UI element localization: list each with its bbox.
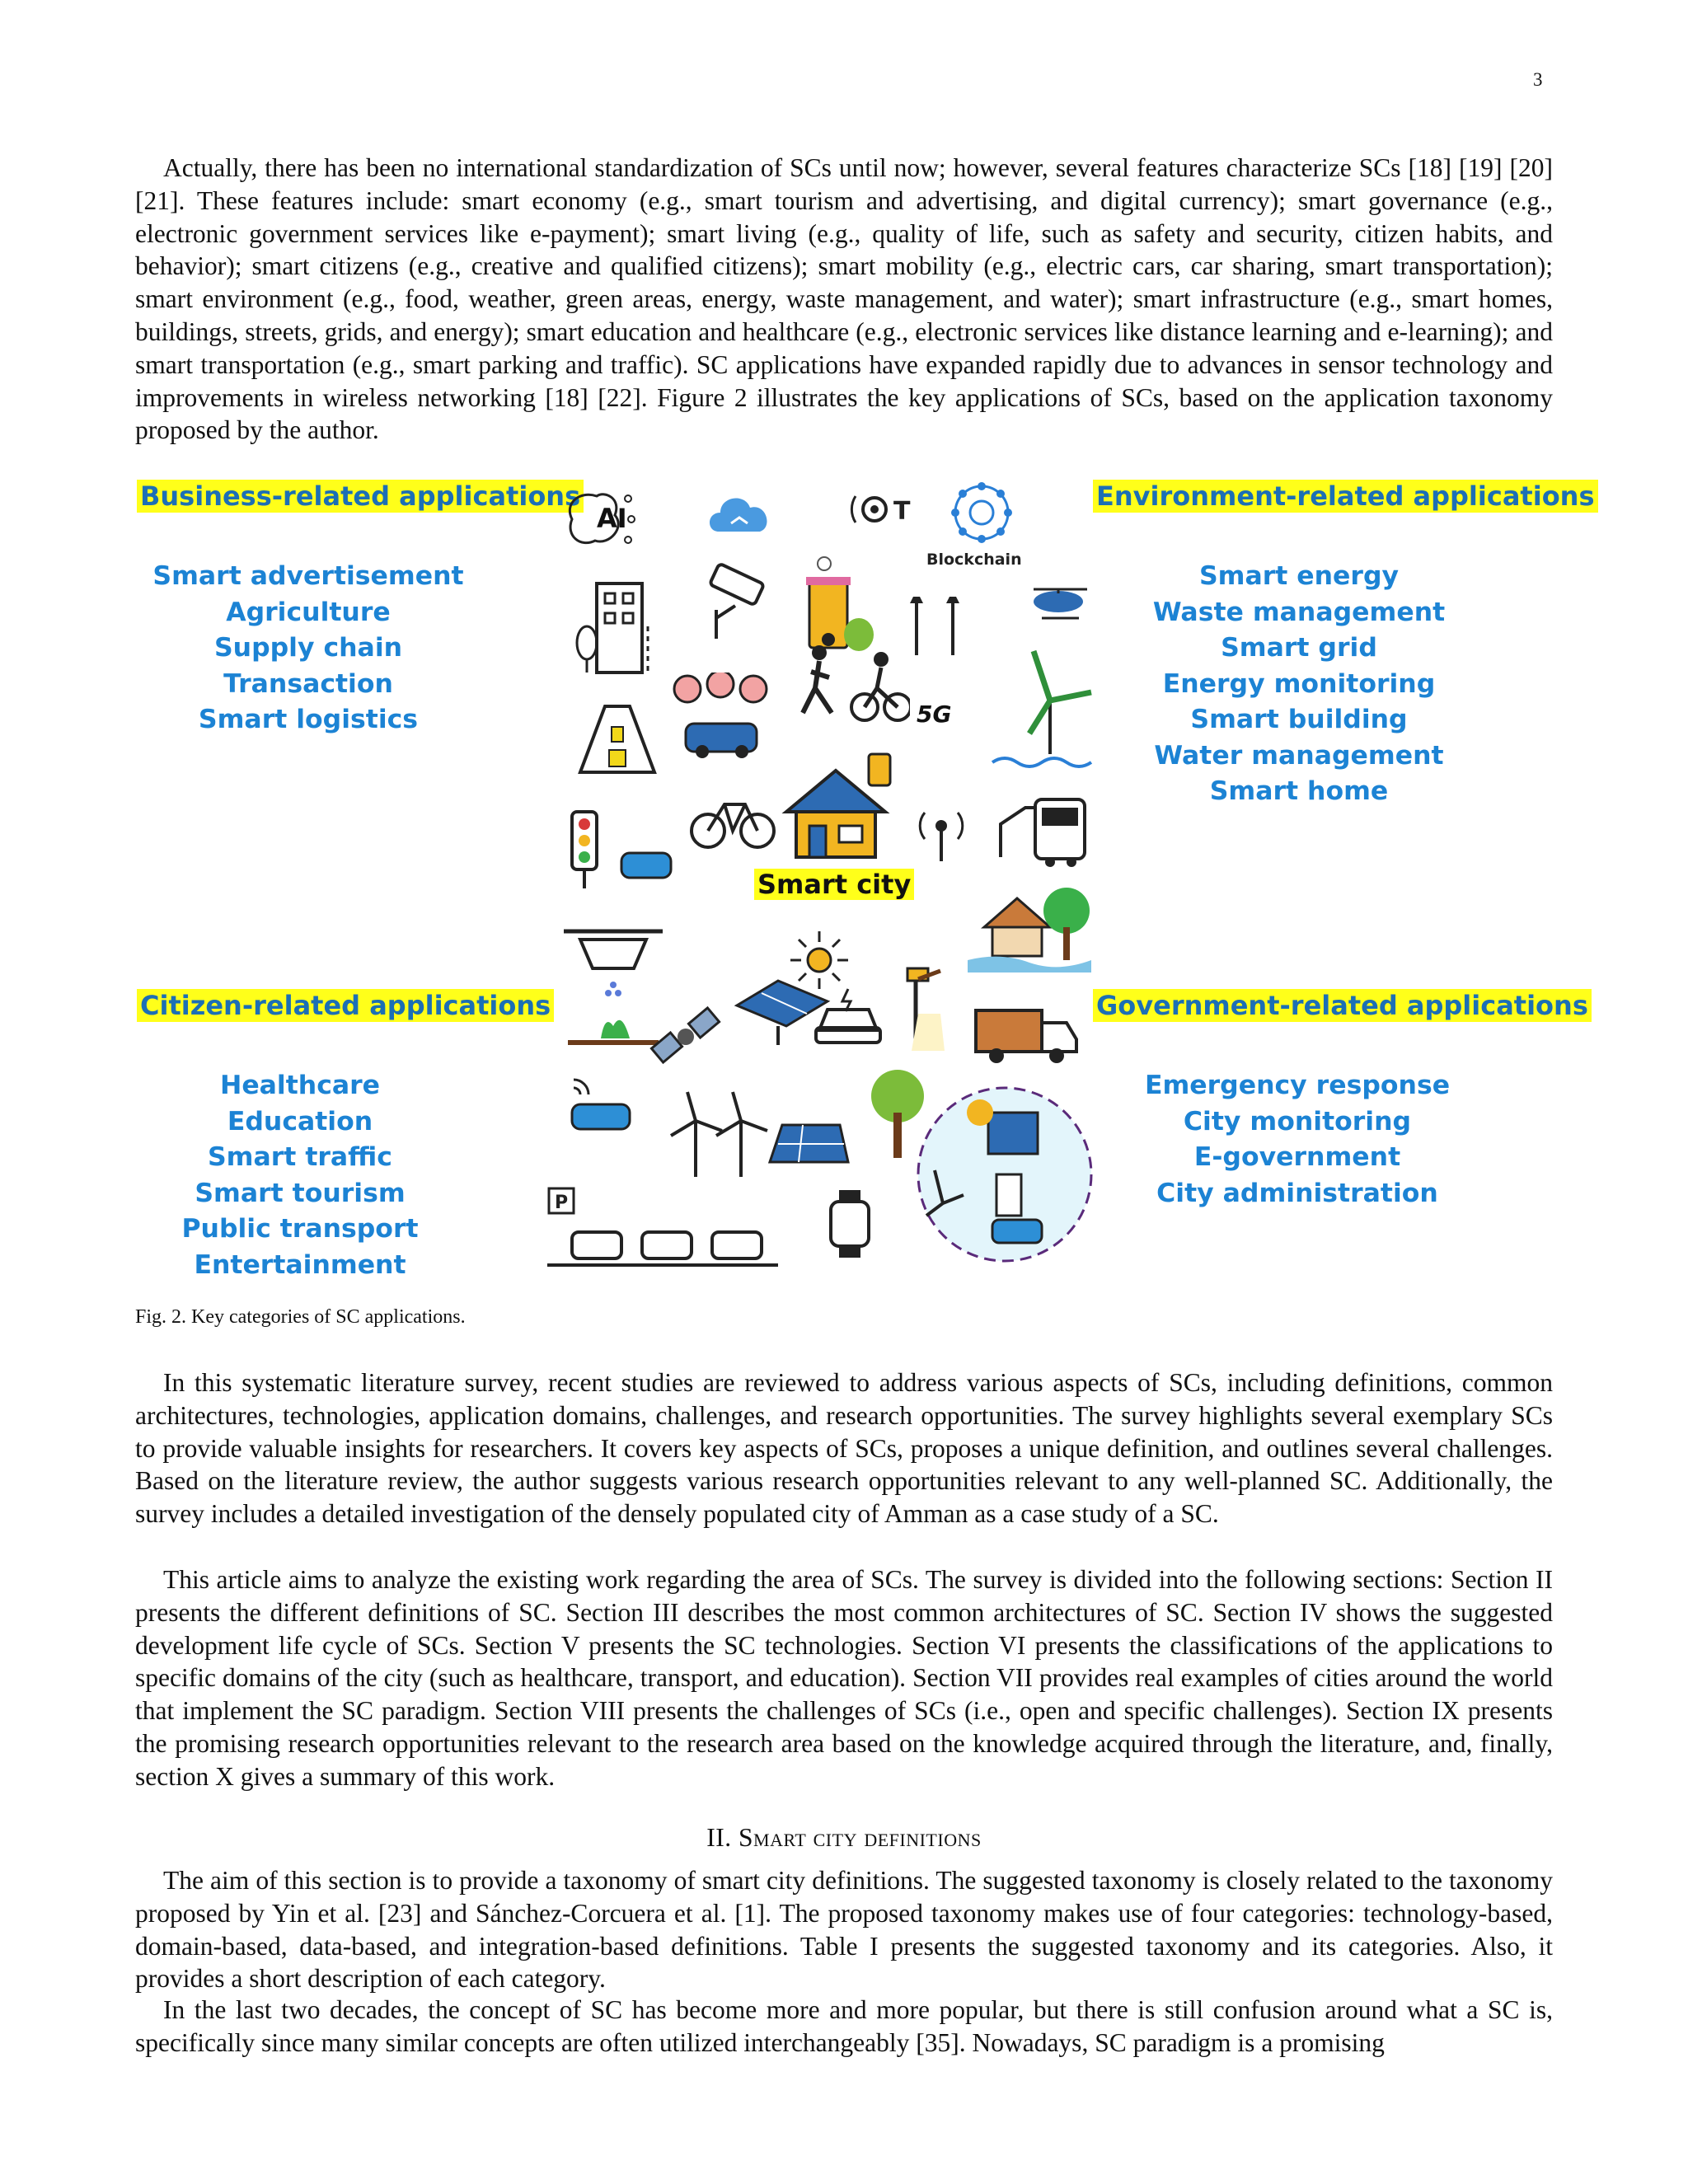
- waste-bin-icon: [799, 549, 882, 656]
- pedestrian-cyclist-icon: [795, 643, 910, 725]
- bicycle-icon: [687, 780, 778, 854]
- car-sharing-icon: [663, 673, 778, 763]
- svg-text:P: P: [555, 1193, 569, 1213]
- lamp-icon: [895, 956, 953, 1055]
- section-title: Smart city definitions: [738, 1823, 982, 1852]
- list-item: Emergency response: [1144, 1071, 1451, 1100]
- list-item: Education: [227, 1106, 373, 1137]
- cloud-icon: [702, 486, 776, 544]
- fiveg-label: 5G: [917, 701, 952, 728]
- smartwatch-icon: [821, 1187, 879, 1261]
- list-item: Public transport: [181, 1214, 419, 1244]
- list-item: Healthcare: [219, 1071, 381, 1100]
- list-item: Smart logistics: [198, 705, 419, 734]
- smart-city-label: Smart city: [754, 869, 914, 900]
- government-list: [1141, 1068, 1454, 1212]
- blockchain-label: Blockchain: [926, 551, 1022, 569]
- list-item: Smart grid: [1221, 633, 1377, 663]
- list-item: Smart tourism: [195, 1178, 406, 1208]
- satellite-icon: [646, 1005, 729, 1088]
- cctv-camera-icon: [696, 560, 778, 643]
- environment-title: Environment-related applications: [1093, 480, 1598, 513]
- list-item: Agriculture: [226, 597, 391, 627]
- list-item: Waste management: [1152, 597, 1446, 627]
- citizen-list: [135, 1068, 465, 1283]
- list-item: Entertainment: [194, 1249, 406, 1280]
- list-item: Smart energy: [1198, 561, 1400, 591]
- environment-list: [1151, 559, 1447, 810]
- list-item: Smart home: [1209, 776, 1389, 806]
- parking-icon: [547, 1187, 778, 1269]
- government-title: Government-related applications: [1093, 989, 1592, 1022]
- smart-home-icon: [778, 750, 902, 865]
- car-wifi-icon: [564, 1071, 654, 1137]
- street-light-icon: [902, 577, 976, 659]
- figure-caption: Fig. 2. Key categories of SC applications.: [135, 1306, 466, 1328]
- list-item: Energy monitoring: [1162, 668, 1436, 699]
- citizen-title: Citizen-related applications: [137, 989, 554, 1022]
- section-heading: [0, 1823, 1688, 1853]
- list-item: Smart building: [1190, 705, 1408, 734]
- antenna-icon: [908, 799, 974, 865]
- section-number: II.: [706, 1823, 732, 1852]
- page-number: 3: [1533, 69, 1543, 90]
- list-item: Smart advertisement: [152, 561, 464, 591]
- renewable-circle-icon: [910, 1080, 1100, 1269]
- paragraph-survey-overview: In this systematic literature survey, recent studies are reviewed to address various aspects of SCs, including definitions, common architectures, technologies, application domains, challenges, and research opportunities. The survey highlights several exemplary SCs to provide valuable insights for researchers. It covers key aspects of SCs, proposes a unique definition, and outlines several challenges. Based on the literature review, the author suggests various research opportunities relevant to any well-planned SC. Additionally, the survey includes a detailed investigation of the densely populated city of Amman as a case study of a SC.: [135, 1368, 1553, 1529]
- road-icon: [572, 694, 663, 776]
- paragraph-sc-concept: In the last two decades, the concept of SC has become more and more popular, but there is still confusion around what a SC is, specifically since many similar concepts are often utilized interchangeably [35]. Nowadays, SC paradigm is a promising: [135, 1995, 1553, 2057]
- list-item: Water management: [1154, 740, 1444, 771]
- bus-truck-icon: [992, 791, 1091, 874]
- list-item: City administration: [1156, 1178, 1438, 1208]
- list-item: City monitoring: [1183, 1106, 1412, 1137]
- list-item: Transaction: [223, 668, 393, 699]
- paragraph-article-structure: This article aims to analyze the existing work regarding the area of SCs. The survey is divided into the following sections: Section II presents the different definitions of SC. Section III describes the most common architectures of SC. Section IV shows the suggested development life cycle of SCs. Section V presents the SC technologies. Section VI presents the classifications of the applications to specific domains of the city (such as healthcare, transport, and education). Section VII provides real examples of cities around the world that implement the SC paradigm. Section VIII presents the challenges of SCs (i.e., open and specific challenges). Section IX presents the promising research opportunities relevant to the research area based on the knowledge acquired through the literature, and, finally, section X gives a summary of this work.: [135, 1565, 1553, 1791]
- electric-car-icon: [811, 985, 885, 1051]
- list-item: E-government: [1193, 1142, 1401, 1172]
- drone-helicopter-icon: [1017, 560, 1100, 643]
- paragraph-intro-features: Actually, there has been no international standardization of SCs until now; however, several features characterize SCs [18] [19] [20] [21]. These features include: smart economy (e.g., smart tourism and advertising, and digital currency); smart governance (e.g., electronic government services like e-payment); smart living (e.g., quality of life, such as safety and security, citizen habits, and behavior); smart citizens (e.g., creative and qualified citizens); smart mobility (e.g., electric cars, car sharing, smart transportation); smart environment (e.g., food, weather, green areas, energy, waste management, and water); smart infrastructure (e.g., smart homes, buildings, streets, grids, and energy); smart education and healthcare (e.g., electronic services like distance learning and e-learning); and smart transportation (e.g., smart parking and traffic). SC applications have expanded rapidly due to advances in sensor technology and improvements in wireless networking [18] [22]. Figure 2 illustrates the key applications of SCs, based on the application taxonomy proposed by the author.: [135, 153, 1553, 445]
- ai-label: AI: [597, 503, 627, 534]
- svg-text:T: T: [893, 497, 911, 526]
- flood-house-icon: [968, 882, 1091, 972]
- figure-sc-applications: [135, 478, 1595, 1280]
- business-list: [135, 559, 481, 738]
- building-icon: [572, 577, 671, 676]
- delivery-truck-icon: [968, 986, 1083, 1068]
- list-item: Supply chain: [213, 633, 403, 663]
- business-title: Business-related applications: [137, 480, 584, 513]
- twin-wind-turbines-icon: [663, 1088, 770, 1179]
- traffic-light-icon: [564, 808, 679, 890]
- wind-turbine-icon: [984, 643, 1100, 775]
- list-item: Smart traffic: [208, 1142, 392, 1172]
- solar-array-icon: [762, 1104, 852, 1170]
- iot-icon: [846, 485, 920, 534]
- blockchain-icon: [945, 478, 1019, 549]
- paragraph-taxonomy: The aim of this section is to provide a taxonomy of smart city definitions. The suggested taxonomy is closely related to the taxonomy proposed by Yin et al. [23] and Sánchez-Corcuera et al. [1]. The proposed taxonomy makes use of four categories: technology-based, domain-based, data-based, and integration-based definitions. Table I presents the suggested taxonomy and its categories. Also, it provides a short description of each category.: [135, 1866, 1553, 1994]
